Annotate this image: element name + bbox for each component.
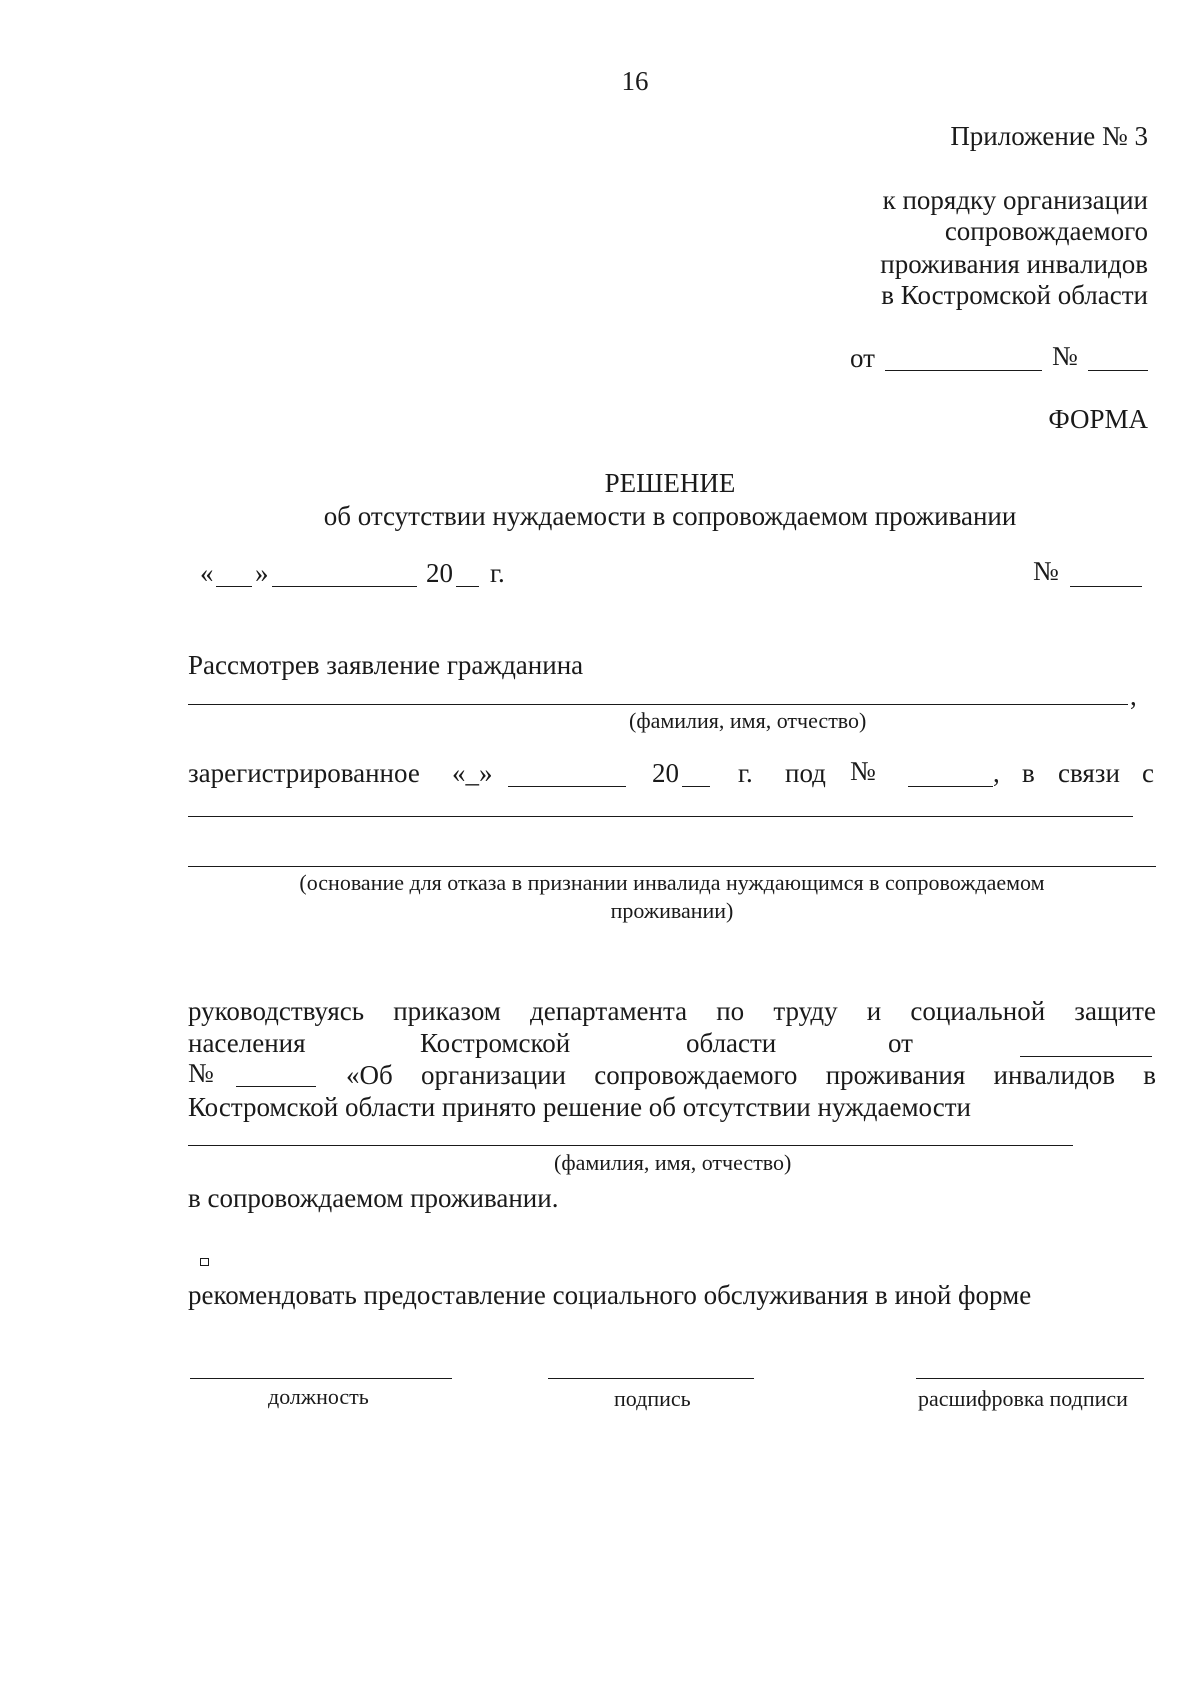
- citizen-name-line: [188, 704, 1128, 705]
- sign-line: [548, 1378, 754, 1379]
- decision-line: Костромской области принято решение об отсутствии нуждаемости: [188, 1092, 971, 1122]
- guided-word-8: защите: [1074, 996, 1156, 1026]
- reg-quote: «_»: [452, 758, 493, 788]
- reg-year-suffix: г.: [738, 758, 753, 788]
- decision-title: РЕШЕНИЕ: [604, 468, 736, 498]
- in-connection-word-2: связи: [1058, 758, 1120, 788]
- order-line-1: к порядку организации: [882, 185, 1148, 215]
- order-title-word-4: проживания: [825, 1060, 966, 1090]
- guided-word-6: и: [866, 996, 882, 1026]
- reason-line-2: [188, 866, 1156, 867]
- guided-word-4: по: [716, 996, 745, 1026]
- order-date-line: [1020, 1056, 1152, 1057]
- month-line: [272, 586, 417, 587]
- population-word-3: области: [686, 1028, 777, 1058]
- reg-comma: ,: [993, 758, 1000, 788]
- order-title-word-5: инвалидов: [993, 1060, 1115, 1090]
- order-title-line: [346, 1062, 1156, 1089]
- reg-year-prefix: 20: [652, 758, 679, 788]
- appendix-label: Приложение № 3: [950, 121, 1148, 151]
- position-label: должность: [268, 1384, 369, 1409]
- page-number: 16: [621, 66, 649, 96]
- supported-living-text: в сопровождаемом проживании.: [188, 1183, 559, 1213]
- from-label: от: [850, 343, 875, 373]
- population-word-4: от: [888, 1028, 913, 1058]
- considered-text: Рассмотрев заявление гражданина: [188, 650, 584, 680]
- decision-name-line: [188, 1145, 1073, 1146]
- population-word-2: Костромской: [420, 1028, 571, 1058]
- reg-number-line: [908, 786, 993, 787]
- order-line-4: в Костромской области: [881, 280, 1148, 310]
- citizen-comma: ,: [1130, 681, 1137, 711]
- reg-month-line: [508, 786, 626, 787]
- order-number-sign: №: [188, 1058, 214, 1088]
- decision-number-line: [1070, 586, 1142, 587]
- guided-word-5: труду: [773, 996, 838, 1026]
- header-number-sign: №: [1052, 341, 1078, 371]
- year-prefix: 20: [426, 558, 453, 588]
- order-line-2: сопровождаемого: [944, 216, 1148, 246]
- from-date-line: [885, 370, 1042, 371]
- reg-year-line: [682, 786, 710, 787]
- decoding-line: [916, 1378, 1144, 1379]
- in-connection-word-3: с: [1142, 758, 1154, 788]
- header-number-line: [1088, 370, 1148, 371]
- reason-line-1: [188, 816, 1133, 817]
- reg-number-sign: №: [850, 756, 876, 786]
- population-word-1: населения: [188, 1028, 306, 1058]
- decoding-label: расшифровка подписи: [918, 1386, 1128, 1411]
- day-line: [216, 586, 252, 587]
- year-line: [456, 586, 479, 587]
- guided-line: [188, 998, 1156, 1025]
- form-label: ФОРМА: [1048, 404, 1148, 434]
- recommend-checkbox[interactable]: [200, 1258, 209, 1266]
- sign-label: подпись: [614, 1386, 691, 1411]
- order-title-word-2: организации: [421, 1060, 566, 1090]
- year-suffix: г.: [490, 558, 505, 588]
- fio-hint: (фамилия, имя, отчество): [629, 708, 867, 733]
- guided-word-2: приказом: [393, 996, 501, 1026]
- order-title-word-6: в: [1143, 1060, 1156, 1090]
- order-line-3: проживания инвалидов: [880, 249, 1148, 279]
- order-number-line: [236, 1086, 316, 1087]
- reason-hint-1: (основание для отказа в признании инвалида нуждающимся в сопровождаемом: [299, 870, 1045, 895]
- fio-hint-2: (фамилия, имя, отчество): [554, 1150, 792, 1175]
- under-text: под: [785, 758, 826, 788]
- order-title-word-1: «Об: [346, 1060, 393, 1090]
- registered-text: зарегистрированное: [188, 758, 420, 788]
- date-quote-open: «: [200, 558, 214, 588]
- guided-word-3: департамента: [530, 996, 688, 1026]
- reason-hint-2: проживании): [610, 898, 734, 923]
- date-quote-close: »: [255, 558, 269, 588]
- order-title-word-3: сопровождаемого: [594, 1060, 798, 1090]
- decision-subtitle: об отсутствии нуждаемости в сопровождаемом проживании: [323, 501, 1017, 531]
- in-connection-word-1: в: [1022, 758, 1035, 788]
- guided-word-7: социальной: [910, 996, 1046, 1026]
- position-line: [190, 1378, 452, 1379]
- recommend-text: рекомендовать предоставление социального обслуживания в иной форме: [188, 1280, 1032, 1310]
- decision-number-sign: №: [1033, 556, 1059, 586]
- guided-word-1: руководствуясь: [188, 996, 365, 1026]
